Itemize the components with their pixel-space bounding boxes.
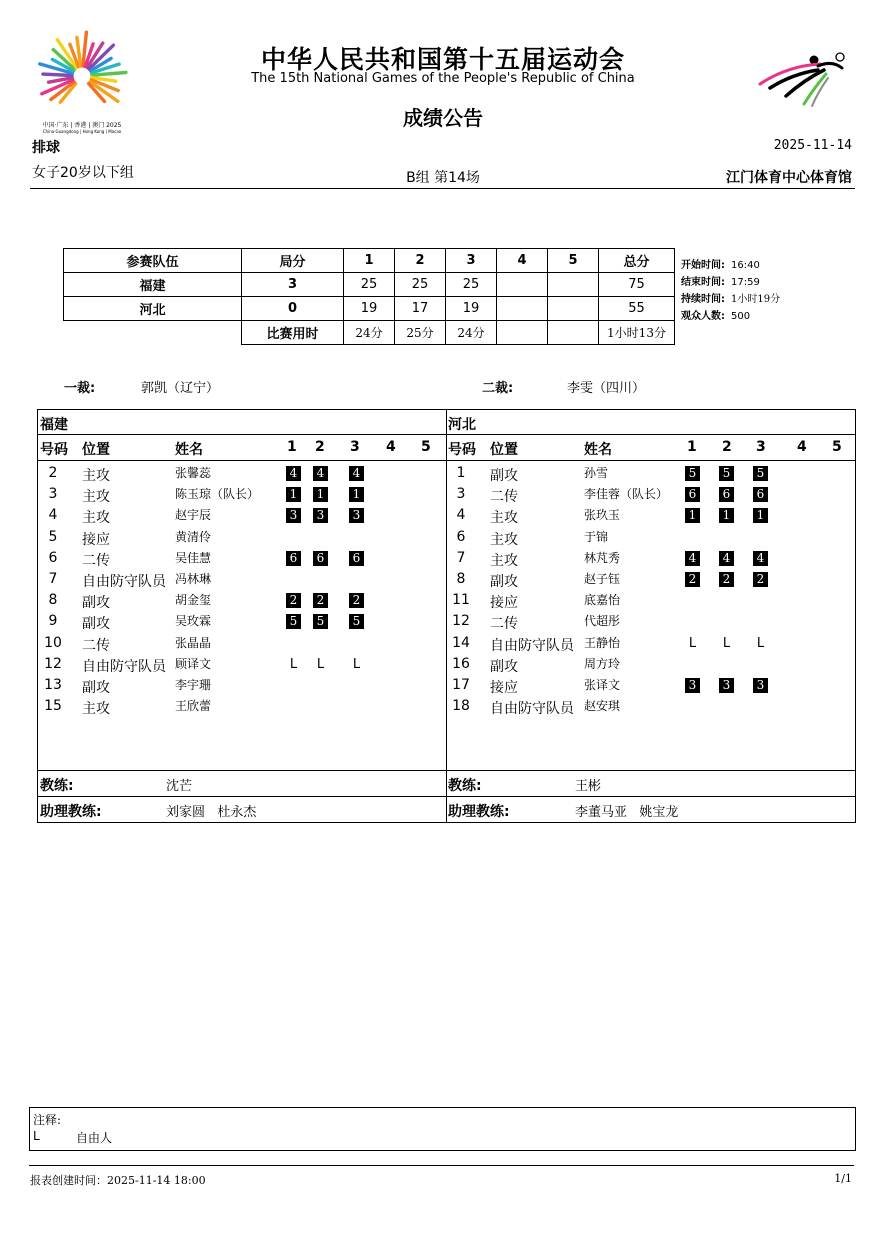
- col-set-5: 5: [548, 249, 599, 273]
- libero-marker: L: [316, 656, 325, 672]
- volleyball-pictogram: [752, 48, 852, 110]
- set-points: 19: [344, 297, 395, 321]
- set-points: 17: [395, 297, 446, 321]
- player-name: 吴佳慧: [175, 550, 212, 565]
- player-number: 5: [48, 528, 58, 545]
- player-name: 赵宇辰: [175, 508, 212, 523]
- end-time-line: 结束时间: 17:59: [681, 277, 760, 288]
- sets-won: 3: [242, 273, 344, 297]
- set-duration: [548, 321, 599, 345]
- score-header-row: [64, 249, 675, 273]
- player-number: 6: [48, 549, 58, 566]
- col-set-1: 1: [344, 249, 395, 273]
- starting-position-box: 6: [286, 551, 301, 566]
- player-number: 8: [456, 571, 466, 587]
- player-name: 王欣蕾: [175, 699, 212, 714]
- row-line: [37, 434, 856, 435]
- player-name: 黄清伶: [175, 529, 212, 544]
- header-num: 号码: [448, 442, 476, 458]
- player-number: 15: [44, 698, 62, 715]
- player-number: 9: [48, 613, 58, 630]
- player-number: 1: [456, 465, 466, 481]
- header-pos: 位置: [490, 442, 518, 458]
- first-referee: 郭凯（辽宁）: [141, 381, 220, 396]
- starting-position-box: 4: [753, 551, 768, 566]
- set-points: 25: [344, 273, 395, 297]
- header-set-5: 5: [421, 439, 431, 455]
- player-position: 主攻: [82, 468, 110, 484]
- player-name: 张玖玉: [584, 508, 621, 523]
- set-points: [548, 297, 599, 321]
- col-team: 参赛队伍: [64, 249, 242, 273]
- team-2-name: 河北: [448, 417, 476, 433]
- player-number: 3: [48, 486, 58, 503]
- row-line: [37, 796, 856, 797]
- player-number: 18: [452, 698, 470, 715]
- player-number: 7: [48, 571, 58, 587]
- player-name: 顾译文: [175, 656, 212, 671]
- player-name: 冯林琳: [175, 572, 212, 586]
- libero-marker: L: [289, 656, 298, 672]
- starting-position-box: 3: [313, 508, 328, 523]
- starting-position-box: 2: [313, 593, 328, 608]
- header-set-2: 2: [315, 439, 325, 455]
- player-name: 底嘉怡: [584, 593, 621, 608]
- player-number: 2: [48, 465, 58, 481]
- player-number: 12: [44, 655, 62, 672]
- player-name: 胡金玺: [175, 593, 212, 608]
- player-name: 于锦: [584, 529, 609, 544]
- starting-position-box: 2: [349, 593, 364, 608]
- team-name: 福建: [64, 273, 242, 297]
- coach-name: 沈芒: [166, 779, 193, 794]
- starting-position-box: 4: [286, 466, 301, 481]
- notes-box: [29, 1107, 856, 1151]
- notes-title: 注释:: [33, 1113, 62, 1127]
- player-number: 3: [456, 486, 466, 503]
- coach-name: 王彬: [575, 779, 602, 794]
- player-number: 13: [44, 677, 62, 693]
- group-match: B组 第14场: [406, 170, 480, 186]
- starting-position-box: 6: [313, 551, 328, 566]
- starting-position-box: 3: [753, 678, 768, 693]
- player-name: 李佳蓉（队长）: [584, 487, 669, 502]
- player-name: 张译文: [584, 678, 621, 692]
- player-position: 二传: [82, 637, 110, 654]
- player-number: 11: [452, 592, 470, 609]
- starting-position-box: 5: [349, 614, 364, 629]
- starting-position-box: 1: [286, 487, 301, 502]
- header-set-4: 4: [386, 439, 396, 455]
- player-position: 二传: [82, 552, 110, 569]
- player-name: 周方玲: [584, 656, 621, 671]
- starting-position-box: 5: [685, 466, 700, 481]
- starting-position-box: 4: [685, 551, 700, 566]
- player-position: 主攻: [82, 510, 110, 527]
- player-name: 林芃秀: [584, 550, 621, 565]
- second-referee-label: 二裁:: [482, 381, 514, 396]
- set-duration: [497, 321, 548, 345]
- player-position: 自由防守队员: [490, 701, 574, 718]
- document-title: 成绩公告: [403, 106, 483, 130]
- category: 女子20岁以下组: [32, 165, 134, 181]
- score-row-team-1: [64, 273, 675, 297]
- score-row-team-2: [64, 297, 675, 321]
- player-position: 接应: [490, 680, 518, 696]
- player-name: 张馨蕊: [175, 466, 212, 480]
- player-position: 副攻: [82, 616, 110, 633]
- starting-position-box: 2: [286, 593, 301, 608]
- logo-caption-en: China·Guangdong | Hong Kong | Macao: [42, 129, 122, 134]
- player-position: 二传: [490, 489, 518, 506]
- player-position: 接应: [82, 531, 110, 548]
- team-name: 河北: [64, 297, 242, 321]
- header-pos: 位置: [82, 442, 110, 458]
- player-number: 7: [456, 549, 466, 566]
- libero-marker: L: [756, 635, 765, 651]
- header-set-3: 3: [350, 439, 360, 455]
- header-name: 姓名: [584, 442, 612, 458]
- starting-position-box: 6: [753, 487, 768, 502]
- total-points: 75: [599, 273, 675, 297]
- duration-label: 比赛用时: [242, 321, 344, 345]
- assistant-coach-label: 助理教练:: [40, 804, 102, 820]
- player-name: 代超彤: [584, 614, 621, 629]
- player-position: 副攻: [82, 680, 110, 696]
- venue: 江门体育中心体育馆: [726, 170, 852, 186]
- team-1-name: 福建: [40, 417, 68, 433]
- header-set-1: 1: [687, 439, 697, 455]
- starting-position-box: 6: [719, 487, 734, 502]
- assistant-coach-names: 李董马亚 姚宝龙: [575, 805, 679, 820]
- match-info: [681, 257, 780, 325]
- starting-position-box: 5: [719, 466, 734, 481]
- footer-divider: [29, 1165, 854, 1166]
- col-set-4: 4: [497, 249, 548, 273]
- starting-position-box: 5: [313, 614, 328, 629]
- report-created-time: 报表创建时间：2025-11-14 18:00: [30, 1174, 206, 1187]
- starting-position-box: 3: [286, 508, 301, 523]
- volleyball-player-icon: [752, 48, 852, 110]
- col-set-3: 3: [446, 249, 497, 273]
- header-num: 号码: [40, 442, 68, 458]
- start-time-line: 开始时间: 16:40: [681, 260, 760, 271]
- first-referee-label: 一裁:: [64, 381, 96, 396]
- player-position: 主攻: [490, 510, 518, 527]
- header-divider: [30, 188, 855, 189]
- player-name: 李宇珊: [175, 678, 212, 692]
- player-position: 自由防守队员: [82, 658, 166, 675]
- player-number: 12: [452, 613, 470, 630]
- sets-won: 0: [242, 297, 344, 321]
- match-date: 2025-11-14: [773, 138, 852, 153]
- starting-position-box: 3: [349, 508, 364, 523]
- player-name: 孙雪: [584, 466, 609, 480]
- libero-marker: L: [722, 635, 731, 651]
- set-points: 25: [395, 273, 446, 297]
- player-position: 接应: [490, 595, 518, 612]
- player-number: 14: [452, 634, 470, 651]
- starting-position-box: 5: [286, 614, 301, 629]
- empty-cell: [64, 321, 242, 345]
- starting-position-box: 3: [685, 678, 700, 693]
- assistant-coach-names: 刘家圆 杜永杰: [166, 805, 257, 820]
- set-points: 25: [446, 273, 497, 297]
- page-number: 1/1: [834, 1172, 852, 1185]
- player-position: 副攻: [490, 468, 518, 484]
- row-line: [37, 460, 856, 461]
- player-name: 吴玫霖: [175, 614, 212, 629]
- header-set-3: 3: [756, 439, 766, 455]
- player-number: 6: [456, 528, 466, 545]
- assistant-coach-label: 助理教练:: [448, 804, 510, 820]
- col-sets: 局分: [242, 249, 344, 273]
- second-referee: 李雯（四川）: [567, 381, 646, 396]
- col-set-2: 2: [395, 249, 446, 273]
- starting-position-box: 1: [753, 508, 768, 523]
- logo-caption: 中国·广东 | 香港 | 澳门 2025: [42, 122, 122, 129]
- duration-row: [64, 321, 675, 345]
- player-name: 陈玉琼（队长）: [175, 487, 260, 502]
- player-name: 张晶晶: [175, 635, 212, 650]
- set-duration: 25分: [395, 321, 446, 345]
- libero-marker: L: [352, 656, 361, 672]
- starting-position-box: 2: [685, 572, 700, 587]
- player-position: 副攻: [82, 595, 110, 612]
- libero-marker: L: [688, 635, 697, 651]
- coach-label: 教练:: [448, 778, 482, 794]
- total-points: 55: [599, 297, 675, 321]
- player-number: 16: [452, 655, 470, 672]
- set-points: [497, 273, 548, 297]
- set-duration: 24分: [446, 321, 497, 345]
- header-set-2: 2: [722, 439, 732, 455]
- starting-position-box: 4: [349, 466, 364, 481]
- starting-position-box: 2: [719, 572, 734, 587]
- player-position: 自由防守队员: [490, 637, 574, 654]
- player-name: 赵子钰: [584, 572, 621, 586]
- header-set-1: 1: [287, 439, 297, 455]
- starting-position-box: 4: [719, 551, 734, 566]
- header-set-4: 4: [797, 439, 807, 455]
- player-number: 4: [456, 507, 466, 524]
- starting-position-box: 4: [313, 466, 328, 481]
- player-position: 主攻: [82, 489, 110, 506]
- player-position: 副攻: [490, 658, 518, 675]
- header-name: 姓名: [175, 442, 203, 458]
- player-position: 副攻: [490, 574, 518, 590]
- set-points: [497, 297, 548, 321]
- player-position: 二传: [490, 616, 518, 633]
- set-duration: 24分: [344, 321, 395, 345]
- total-duration: 1小时13分: [599, 321, 675, 345]
- player-number: 4: [48, 507, 58, 524]
- sport-name: 排球: [32, 140, 60, 156]
- starting-position-box: 6: [349, 551, 364, 566]
- player-name: 王静怡: [584, 635, 621, 650]
- player-position: 主攻: [490, 552, 518, 569]
- starting-position-box: 3: [719, 678, 734, 693]
- page-title: 中华人民共和国第十五届运动会: [260, 45, 625, 74]
- player-name: 赵安琪: [584, 699, 621, 714]
- coach-label: 教练:: [40, 778, 74, 794]
- player-position: 自由防守队员: [82, 574, 166, 590]
- player-position: 主攻: [490, 531, 518, 548]
- audience-line: 观众人数: 500: [681, 311, 751, 322]
- score-table: [63, 248, 675, 345]
- starting-position-box: 1: [685, 508, 700, 523]
- starting-position-box: 2: [753, 572, 768, 587]
- starting-position-box: 6: [685, 487, 700, 502]
- starting-position-box: 5: [753, 466, 768, 481]
- col-total: 总分: [599, 249, 675, 273]
- header-set-5: 5: [832, 439, 842, 455]
- set-points: [548, 273, 599, 297]
- starting-position-box: 1: [719, 508, 734, 523]
- player-number: 17: [452, 677, 470, 693]
- starting-position-box: 1: [349, 487, 364, 502]
- player-number: 8: [48, 592, 58, 609]
- row-line: [37, 770, 856, 771]
- notes-key: L: [33, 1129, 40, 1143]
- set-points: 19: [446, 297, 497, 321]
- player-number: 10: [44, 634, 62, 651]
- starting-position-box: 1: [313, 487, 328, 502]
- notes-value: 自由人: [76, 1131, 113, 1145]
- player-position: 主攻: [82, 701, 110, 718]
- duration-line: 持续时间: 1小时19分: [681, 294, 781, 305]
- page-subtitle: The 15th National Games of the People's Republic of China: [251, 71, 635, 86]
